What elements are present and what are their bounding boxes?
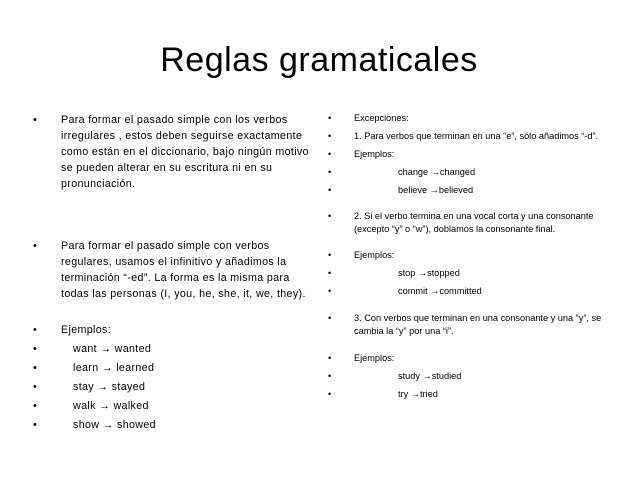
exception-rule-1: 1. Para verbos que terminan en una “e”, sólo añadimos “-d”. [354, 131, 599, 141]
list-item [328, 249, 610, 262]
list-item [33, 398, 315, 414]
bullet: • [33, 381, 38, 393]
list-item [33, 238, 315, 302]
bullet: • [328, 149, 332, 159]
list-item [33, 341, 315, 357]
bullet: • [328, 250, 332, 260]
example-believe: believe →believed [398, 185, 474, 195]
list-item [33, 379, 315, 395]
list-item [328, 285, 610, 298]
example-want: want → wanted [73, 343, 152, 355]
right-column [328, 112, 610, 401]
list-item [328, 148, 610, 161]
exception-rule-3: 3. Con verbos que terminan en una consonante y una “y”, se cambia la “y” por una “i”. [354, 313, 602, 336]
example-walk: walk → walked [73, 400, 149, 412]
list-item [328, 166, 610, 179]
bullet: • [328, 185, 332, 195]
left-column [33, 112, 315, 433]
rule-irregular-verbs: Para formar el pasado simple con los verbos irregulares , estos deben seguirse exactamente como están en el diccionario, bajo ningún motivo se pueden alterar en su escritura ni en su pronunciación. [61, 114, 309, 190]
bullet: • [33, 240, 38, 252]
bullet: • [328, 353, 332, 363]
bullet: • [33, 419, 38, 431]
list-item [328, 130, 610, 143]
example-try: try →tried [398, 389, 438, 399]
bullet: • [33, 114, 38, 126]
exceptions-label: Excepciones: [354, 113, 409, 123]
examples-label: Ejemplos: [61, 324, 112, 336]
bullet: • [328, 167, 332, 177]
bullet: • [33, 324, 38, 336]
list-item [328, 210, 610, 236]
slide-title: Reglas gramaticales [160, 41, 478, 79]
bullet: • [328, 389, 332, 399]
bullet: • [328, 131, 332, 141]
example-study: study →studied [398, 371, 462, 381]
list-item [33, 112, 315, 192]
example-show: show → showed [73, 419, 156, 431]
bullet: • [328, 371, 332, 381]
bullet: • [33, 343, 38, 355]
example-learn: learn → learned [73, 362, 155, 374]
list-item [328, 370, 610, 383]
examples-label: Ejemplos: [354, 353, 395, 363]
bullet: • [328, 211, 332, 221]
example-change: change →changed [398, 167, 476, 177]
example-commit: commit →committed [398, 286, 482, 296]
examples-label: Ejemplos: [354, 149, 395, 159]
list-item [328, 184, 610, 197]
list-item [33, 417, 315, 433]
list-item [33, 360, 315, 376]
example-stay: stay → stayed [73, 381, 146, 393]
bullet: • [33, 362, 38, 374]
exception-rule-2: 2. Si el verbo termina en una vocal corta y una consonante (excepto “y” o “w”), doblamos la consonante final. [354, 211, 594, 234]
bullet: • [328, 286, 332, 296]
examples-label: Ejemplos: [354, 250, 395, 260]
list-item [328, 267, 610, 280]
bullet: • [328, 313, 332, 323]
list-item [328, 112, 610, 125]
bullet: • [328, 113, 332, 123]
example-stop: stop →stopped [398, 268, 460, 278]
bullet: • [328, 268, 332, 278]
list-item [328, 312, 610, 338]
rule-regular-verbs: Para formar el pasado simple con verbos regulares, usamos el infinitivo y añadimos la terminación “-ed”. La forma es la misma para todas las personas (I, you, he, she, it, we, they). [61, 240, 306, 300]
list-item [328, 388, 610, 401]
list-item [33, 322, 315, 338]
bullet: • [33, 400, 38, 412]
list-item [328, 352, 610, 365]
